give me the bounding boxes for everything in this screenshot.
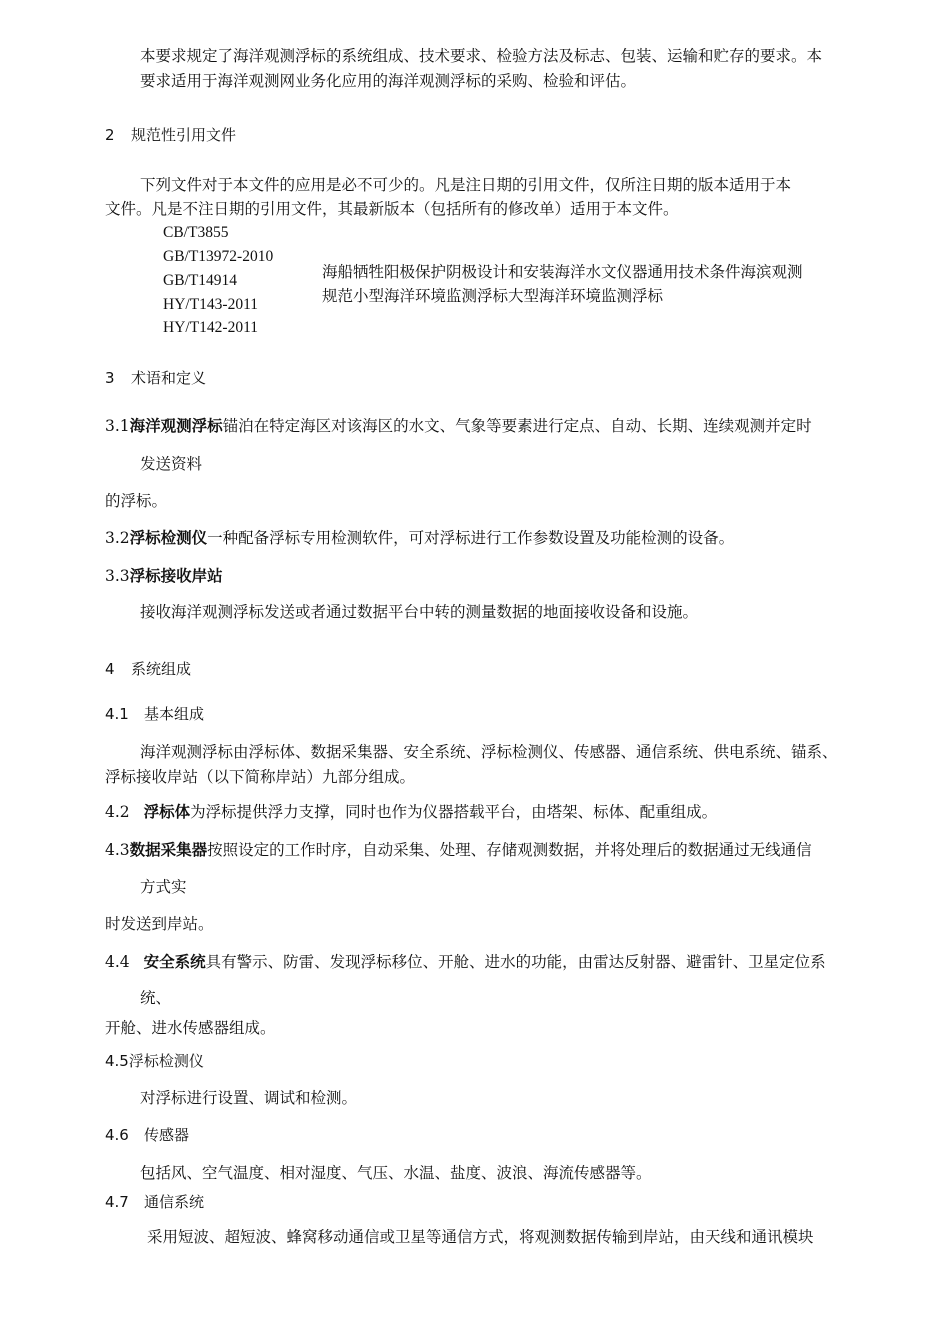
s43-continued: 方式实 — [140, 878, 187, 896]
definition-term: 浮标检测仪 — [129, 529, 208, 547]
definition-number: 3.3 — [105, 567, 130, 585]
subsection-number: 4.5 — [105, 1052, 129, 1070]
subsection-4-6-number: 4.6 — [105, 1126, 129, 1144]
s44-continued: 统、 — [140, 989, 172, 1007]
ref-code: GB/T14914 — [163, 272, 238, 289]
s43-end: 时发送到岸站。 — [105, 915, 214, 933]
section-4-title: 系统组成 — [131, 660, 192, 678]
ref-code: HY/T142-2011 — [163, 319, 258, 336]
definition-text: 锚泊在特定海区对该海区的水文、气象等要素进行定点、自动、长期、连续观测并定时 — [222, 417, 812, 435]
subsection-4-1-title: 基本组成 — [144, 705, 205, 723]
subsection-4-5 — [105, 1050, 204, 1072]
definition-number: 3.1 — [105, 417, 130, 435]
ref-titles-line-2: 规范小型海洋环境监测浮标大型海洋环境监测浮标 — [322, 287, 664, 305]
definition-text: 一种配备浮标专用检测软件，可对浮标进行工作参数设置及功能检测的设备。 — [207, 529, 735, 547]
subsection-4-7-number: 4.7 — [105, 1193, 129, 1211]
s41-line-2: 浮标接收岸站（以下简称岸站）九部分组成。 — [105, 768, 416, 786]
definition-3-2 — [105, 527, 734, 549]
sec2-para-line-2: 文件。凡是不注日期的引用文件，其最新版本（包括所有的修改单）适用于本文件。 — [105, 200, 679, 218]
subsection-title: 浮标检测仪 — [128, 1052, 204, 1070]
s47-text: 采用短波、超短波、蜂窝移动通信或卫星等通信方式，将观测数据传输到岸站，由天线和通讯模块 — [147, 1228, 814, 1246]
section-4-number: 4 — [105, 660, 115, 678]
definition-number: 3.2 — [105, 529, 130, 547]
scope-line-2: 要求适用于海洋观测网业务化应用的海洋观测浮标的采购、检验和评估。 — [140, 72, 637, 90]
definition-3-3 — [105, 565, 223, 587]
subsection-4-7-title: 通信系统 — [144, 1193, 205, 1211]
definition-3-1-end: 的浮标。 — [105, 492, 168, 510]
definition-term: 浮标接收岸站 — [129, 567, 223, 585]
subsection-4-3 — [105, 839, 812, 861]
section-2-title: 规范性引用文件 — [131, 126, 237, 144]
subsection-term: 浮标体 — [143, 803, 191, 821]
subsection-number: 4.3 — [105, 841, 130, 859]
section-3-title: 术语和定义 — [131, 369, 207, 387]
definition-3-1 — [105, 415, 812, 437]
subsection-text: 按照设定的工作时序，自动采集、处理、存储观测数据，并将处理后的数据通过无线通信 — [207, 841, 812, 859]
subsection-term: 数据采集器 — [129, 841, 208, 859]
sec2-para-line-1: 下列文件对于本文件的应用是必不可少的。凡是注日期的引用文件，仅所注日期的版本适用于本 — [140, 176, 792, 194]
subsection-term: 安全系统 — [143, 953, 206, 971]
subsection-4-4 — [105, 951, 826, 973]
subsection-text: 为浮标提供浮力支撑，同时也作为仪器搭载平台，由塔架、标体、配重组成。 — [190, 803, 718, 821]
scope-line-1: 本要求规定了海洋观测浮标的系统组成、技术要求、检验方法及标志、包装、运输和贮存的要求。本 — [140, 47, 823, 65]
subsection-number: 4.4 — [105, 953, 130, 971]
s46-text: 包括风、空气温度、相对湿度、气压、水温、盐度、波浪、海流传感器等。 — [140, 1164, 652, 1182]
s41-line-1: 海洋观测浮标由浮标体、数据采集器、安全系统、浮标检测仪、传感器、通信系统、供电系统、锚系、 — [140, 743, 838, 761]
subsection-4-1-number: 4.1 — [105, 705, 129, 723]
definition-3-3-text: 接收海洋观测浮标发送或者通过数据平台中转的测量数据的地面接收设备和设施。 — [140, 603, 699, 621]
s45-text: 对浮标进行设置、调试和检测。 — [140, 1089, 358, 1107]
section-3-number: 3 — [105, 369, 115, 387]
subsection-text: 具有警示、防雷、发现浮标移位、开舱、进水的功能，由雷达反射器、避雷针、卫星定位系 — [205, 953, 826, 971]
ref-titles-line-1: 海船牺牲阳极保护阴极设计和安装海洋水文仪器通用技术条件海滨观测 — [322, 263, 803, 281]
ref-code: CB/T3855 — [163, 224, 229, 241]
subsection-4-6-title: 传感器 — [144, 1126, 190, 1144]
ref-code: GB/T13972-2010 — [163, 248, 274, 265]
section-2-number: 2 — [105, 126, 115, 144]
subsection-4-2 — [105, 801, 717, 823]
definition-term: 海洋观测浮标 — [129, 417, 223, 435]
definition-3-1-continued: 发送资料 — [140, 455, 203, 473]
ref-code: HY/T143-2011 — [163, 296, 258, 313]
subsection-number: 4.2 — [105, 803, 130, 821]
s44-end: 开舱、进水传感器组成。 — [105, 1019, 276, 1037]
